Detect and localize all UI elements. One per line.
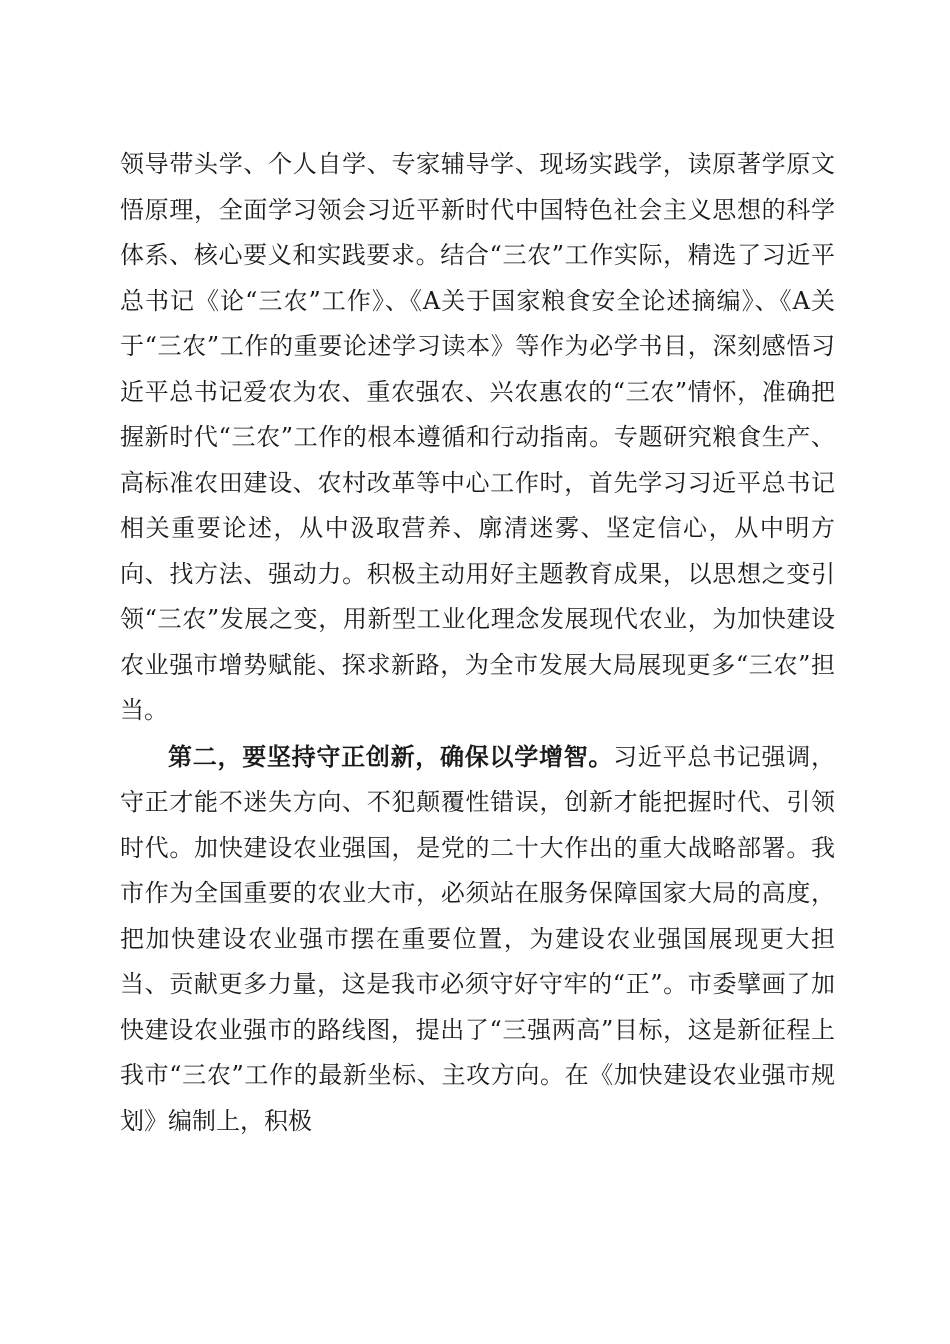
paragraph-1: 领导带头学、个人自学、专家辅导学、现场实践学，读原著学原文悟原理，全面学习领会习近平新时代中国特色社会主义思想的科学体系、核心要义和实践要求。结合“三农”工作实际，精选了习近平总书记《论“三农”工作》、《A关于国家粮食安全论述摘编》、《A关于“三农”工作的重要论述学习读本》等作为必学书目，深刻感悟习近平总书记爱农为农、重农强农、兴农惠农的“三农”情怀，准确把握新时代“三农”工作的根本遵循和行动指南。专题研究粮食生产、高标准农田建设、农村改革等中心工作时，首先学习习近平总书记相关重要论述，从中汲取营养、廓清迷雾、坚定信心，从中明方向、找方法、强动力。积极主动用好主题教育成果，以思想之变引领“三农”发展之变，用新型工业化理念发展现代农业，为加快建设农业强市增势赋能、探求新路，为全市发展大局展现更多“三农”担当。 — [120, 150, 835, 724]
document-body — [120, 142, 835, 1144]
paragraph-2-body: 习近平总书记强调，守正才能不迷失方向、不犯颠覆性错误，创新才能把握时代、引领时代。加快建设农业强国，是党的二十大作出的重大战略部署。我市作为全国重要的农业大市，必须站在服务保障国家大局的高度，把加快建设农业强市摆在重要位置，为建设农业强国展现更大担当、贡献更多力量，这是我市必须守好守牢的“正”。市委擘画了加快建设农业强市的路线图，提出了“三强两高”目标，这是新征程上我市“三农”工作的最新坐标、主攻方向。在《加快建设农业强市规划》编制上，积极 — [120, 742, 836, 1135]
paragraph-2 — [120, 734, 835, 1145]
paragraph-2-lead: 第二，要坚持守正创新，确保以学增智。 — [168, 741, 614, 771]
